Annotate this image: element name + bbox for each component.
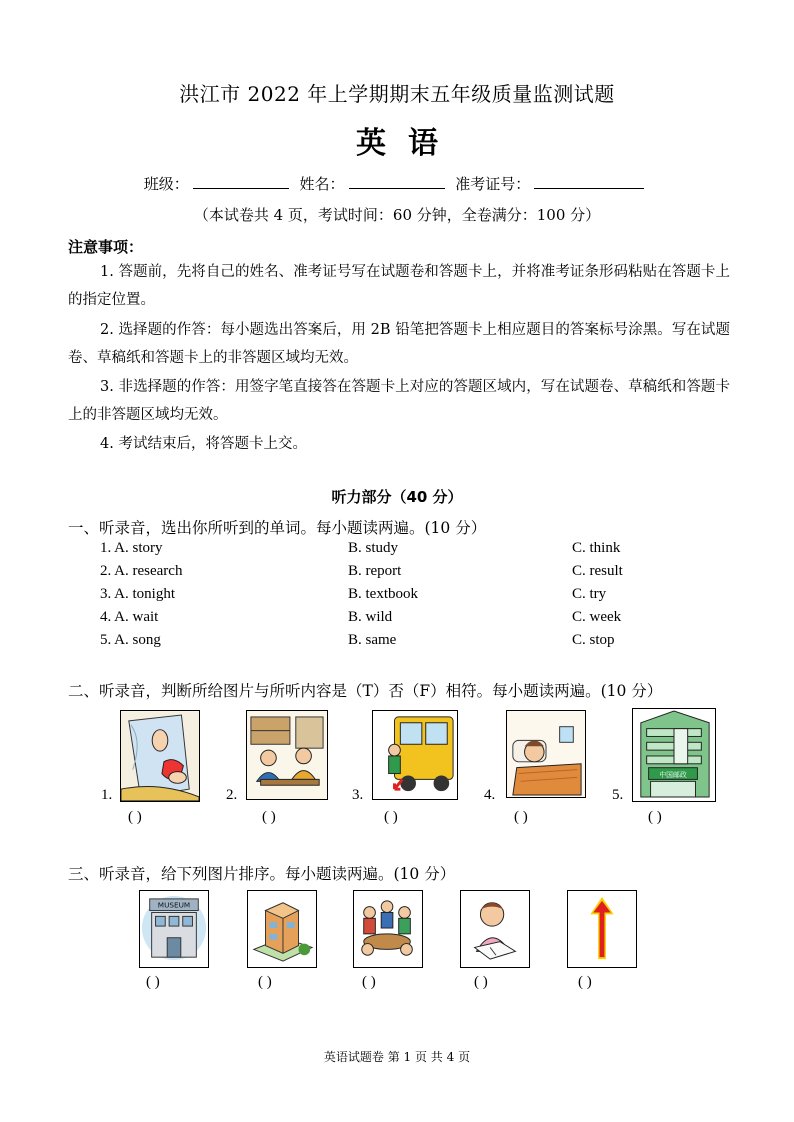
question-number: 1. [101, 787, 113, 803]
option-a: 5. A. song [100, 632, 161, 648]
bus-icon [372, 710, 458, 800]
answer-blank[interactable]: ( ) [262, 809, 276, 825]
option-a: 2. A. research [100, 563, 183, 579]
museum-sign: MUSEUM [157, 900, 191, 910]
building-icon [247, 890, 317, 968]
peeling-sticker-icon [120, 710, 200, 802]
sick-in-bed-icon [506, 710, 586, 798]
answer-blank[interactable]: ( ) [384, 809, 398, 825]
note-item: 3. 非选择题的作答：用签字笔直接答在答题卡上对应的答题区域内，写在试题卷、草稿纸和答题卡上的非答题区域均无效。 [68, 379, 730, 423]
option-a: 1. A. story [100, 540, 163, 556]
up-arrow-icon [567, 890, 637, 968]
part2-heading: 二、听录音，判断所给图片与所听内容是（T）否（F）相符。每小题读两遍。(10 分） [68, 682, 663, 700]
note-item: 4. 考试结束后，将答题卡上交。 [100, 436, 307, 452]
question-number: 5. [612, 787, 624, 803]
museum-icon [139, 890, 209, 968]
option-b: B. wild [348, 609, 393, 625]
post-office-icon [632, 708, 716, 802]
listening-section-title: 听力部分（40 分） [331, 488, 463, 506]
option-c: C. week [572, 609, 622, 625]
part1-heading: 一、听录音，选出你所听到的单词。每小题读两遍。(10 分） [68, 519, 487, 537]
exam-title: 洪江市 2022 年上学期期末五年级质量监测试题 [179, 82, 615, 106]
option-a: 4. A. wait [100, 609, 159, 625]
note-item: 1. 答题前，先将自己的姓名、准考证号写在试题卷和答题卡上，并将准考证条形码粘贴在答题卡上的指定位置。 [68, 264, 730, 308]
option-b: B. report [348, 563, 402, 579]
option-b: B. textbook [348, 586, 418, 602]
answer-blank[interactable]: ( ) [578, 974, 592, 990]
exam-info: （本试卷共 4 页，考试时间：60 分钟，全卷满分：100 分） [193, 206, 601, 224]
option-a: 3. A. tonight [100, 586, 176, 602]
answer-blank[interactable]: ( ) [128, 809, 142, 825]
part3-heading: 三、听录音，给下列图片排序。每小题读两遍。(10 分） [68, 865, 456, 883]
subject-title: 英语 [356, 126, 460, 161]
note-item: 2. 选择题的作答：每小题选出答案后，用 2B 铅笔把答题卡上相应题目的答案标号涂黑。写在试题卷、草稿纸和答题卡上的非答题区域均无效。 [68, 322, 730, 366]
answer-blank[interactable]: ( ) [362, 974, 376, 990]
name-label: 姓名： [299, 175, 345, 193]
answer-blank[interactable]: ( ) [258, 974, 272, 990]
answer-blank[interactable]: ( ) [474, 974, 488, 990]
class-label: 班级： [143, 175, 189, 193]
answer-blank[interactable]: ( ) [514, 809, 528, 825]
group-meeting-icon [353, 890, 423, 968]
notes-heading: 注意事项： [68, 238, 144, 256]
answer-blank[interactable]: ( ) [648, 809, 662, 825]
classroom-icon [246, 710, 328, 800]
girl-reading-icon [460, 890, 530, 968]
question-number: 4. [484, 787, 496, 803]
option-c: C. result [572, 563, 623, 579]
post-office-sign: 中国邮政 [659, 770, 687, 779]
option-c: C. think [572, 540, 621, 556]
question-number: 3. [352, 787, 364, 803]
option-c: C. try [572, 586, 607, 602]
page-footer: 英语试题卷 第 1 页 共 4 页 [323, 1050, 471, 1064]
class-field[interactable] [193, 174, 289, 189]
option-b: B. study [348, 540, 399, 556]
question-number: 2. [226, 787, 238, 803]
exam-no-label: 准考证号： [455, 175, 531, 193]
student-info-row [0, 173, 794, 194]
answer-blank[interactable]: ( ) [146, 974, 160, 990]
option-c: C. stop [572, 632, 615, 648]
option-b: B. same [348, 632, 397, 648]
exam-no-field[interactable] [534, 174, 644, 189]
name-field[interactable] [349, 174, 445, 189]
